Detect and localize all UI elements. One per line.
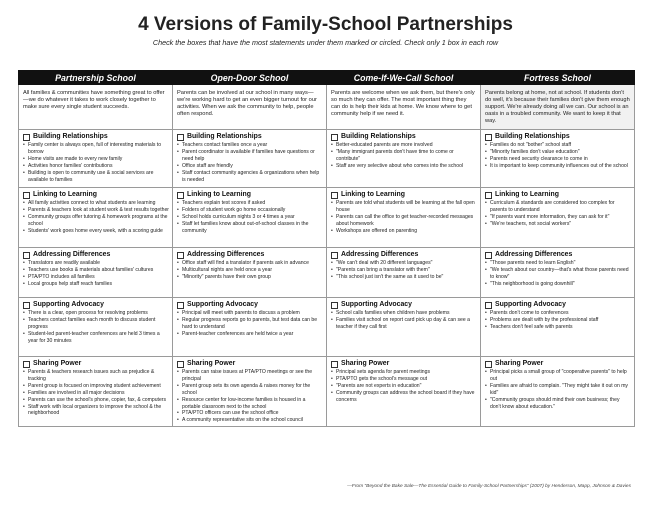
section-cell (327, 357, 481, 427)
statement-item: • PTA/PTO includes all families (23, 274, 169, 281)
statement-item: • Teachers use books & materials about families' cultures (23, 267, 169, 274)
section-header (485, 191, 631, 199)
section-title: Addressing Differences (187, 251, 265, 258)
section-header (23, 360, 169, 368)
section-cell (481, 188, 635, 248)
section-checkbox[interactable] (485, 134, 492, 141)
section-checkbox[interactable] (331, 192, 338, 199)
statement-item: • Families visit school on report card pick up day & can see a teacher if they call first (331, 317, 477, 331)
statement-item: • Families are afraid to complain. "They might take it out on my kid" (485, 383, 631, 397)
statement-item: • Principal sets agenda for parent meetings (331, 369, 477, 376)
section-row (19, 188, 635, 248)
statement-item: • Teachers contact families once a year (177, 142, 323, 149)
statement-item: • Home visits are made to every new family (23, 156, 169, 163)
statement-list (485, 369, 631, 410)
section-checkbox[interactable] (177, 192, 184, 199)
intro-row (19, 85, 635, 130)
statement-item: • "Minority families don't value education" (485, 149, 631, 156)
statement-item: • Community groups can address the school board if they have concerns (331, 390, 477, 404)
statement-item: • "Community groups should mind their own business; they don't know about education." (485, 397, 631, 411)
header-row (19, 71, 635, 85)
statement-item: • Parents & teachers research issues such as prejudice & tracking (23, 369, 169, 383)
statement-item: • Activities honor families' contributions (23, 163, 169, 170)
statement-list (331, 369, 477, 404)
statement-list (23, 200, 169, 235)
section-title: Linking to Learning (33, 191, 97, 198)
statement-item: • Parents & teachers look at student work & test results together (23, 207, 169, 214)
statement-list (331, 142, 477, 170)
statement-item: • Staff let families know about out-of-school classes in the community (177, 221, 323, 235)
statement-item: • Parents are told what students will be learning at the fall open house (331, 200, 477, 214)
statement-item: • "Minority" parents have their own group (177, 274, 323, 281)
statement-item: • Parents can use the school's phone, copier, fax, & computers (23, 397, 169, 404)
source-citation: —From "Beyond the Bake Sale—The Essential Guide to Family-School Partnerships" (2007) by Henderson, Mapp, Johnson & Davies (347, 484, 631, 489)
section-header (23, 191, 169, 199)
section-checkbox[interactable] (485, 302, 492, 309)
statement-item: • Principal picks a small group of "cooperative parents" to help out (485, 369, 631, 383)
statement-list (177, 142, 323, 183)
statement-list (177, 369, 323, 424)
section-row (19, 298, 635, 357)
statement-item: • "This neighborhood is going downhill" (485, 281, 631, 288)
statement-item: • "Those parents need to learn English" (485, 260, 631, 267)
statement-list (23, 369, 169, 417)
section-cell (173, 248, 327, 298)
section-title: Linking to Learning (187, 191, 251, 198)
section-title: Supporting Advocacy (495, 301, 566, 308)
intro-cell: Parents can be involved at our school in many ways—we're working hard to get an even bigger turnout for our activities. When we ask the community to help, people often respond. (173, 85, 327, 130)
statement-item: • There is a clear, open process for resolving problems (23, 310, 169, 317)
statement-item: • Parent-teacher conferences are held twice a year (177, 331, 323, 338)
section-header (331, 133, 477, 141)
section-cell (19, 188, 173, 248)
statement-item: • "Parents are not experts in education" (331, 383, 477, 390)
page-title: 4 Versions of Family-School Partnerships (138, 14, 513, 35)
section-title: Sharing Power (187, 360, 236, 367)
column-header-fortress: Fortress School (481, 71, 635, 85)
section-checkbox[interactable] (23, 361, 30, 368)
statement-item: • Staff contact community agencies & organizations when help is needed (177, 170, 323, 184)
intro-cell: All families & communities have something great to offer—we do whatever it takes to work closely together to make sure every single student succeeds. (19, 85, 173, 130)
section-cell (327, 248, 481, 298)
section-checkbox[interactable] (177, 361, 184, 368)
statement-list (485, 260, 631, 288)
section-cell (327, 130, 481, 188)
statement-item: • Student-led parent-teacher conferences are held 3 times a year for 30 minutes (23, 331, 169, 345)
statement-item: • Local groups help staff reach families (23, 281, 169, 288)
section-checkbox[interactable] (331, 302, 338, 309)
statement-item: • Folders of student work go home occasionally (177, 207, 323, 214)
section-cell (19, 298, 173, 357)
section-cell (19, 248, 173, 298)
statement-item: • Principal will meet with parents to discuss a problem (177, 310, 323, 317)
statement-item: • Parent group sets its own agenda & raises money for the school (177, 383, 323, 397)
section-title: Sharing Power (495, 360, 544, 367)
section-checkbox[interactable] (23, 302, 30, 309)
statement-list (485, 142, 631, 170)
statement-item: • Parent group is focused on improving student achievement (23, 383, 169, 390)
column-header-open-door: Open-Door School (173, 71, 327, 85)
statement-item: • Community groups offer tutoring & homework programs at the school (23, 214, 169, 228)
section-checkbox[interactable] (23, 134, 30, 141)
statement-item: • Regular progress reports go to parents, but test data can be hard to understand (177, 317, 323, 331)
column-header-partnership: Partnership School (19, 71, 173, 85)
statement-item: • Workshops are offered on parenting (331, 228, 477, 235)
section-header (177, 133, 323, 141)
section-header (177, 191, 323, 199)
statement-list (331, 310, 477, 331)
statement-item: • Parents can call the office to get teacher-recorded messages about homework (331, 214, 477, 228)
section-cell (327, 188, 481, 248)
section-checkbox[interactable] (485, 252, 492, 259)
section-title: Linking to Learning (495, 191, 559, 198)
statement-item: • Multicultural nights are held once a year (177, 267, 323, 274)
statement-list (23, 142, 169, 183)
section-header (485, 301, 631, 309)
partnership-table (18, 70, 635, 427)
section-title: Addressing Differences (495, 251, 573, 258)
statement-list (331, 200, 477, 235)
section-checkbox[interactable] (177, 302, 184, 309)
statement-item: • Building is open to community use & social services are available to families (23, 170, 169, 184)
section-checkbox[interactable] (331, 361, 338, 368)
statement-list (331, 260, 477, 281)
section-cell (19, 130, 173, 188)
section-header (177, 360, 323, 368)
statement-list (177, 310, 323, 338)
section-checkbox[interactable] (23, 252, 30, 259)
statement-item: • PTA/PTO officers can use the school office (177, 410, 323, 417)
statement-item: • Teachers contact families each month to discuss student progress (23, 317, 169, 331)
statement-item: • Office staff will find a translator if parents ask in advance (177, 260, 323, 267)
section-checkbox[interactable] (331, 252, 338, 259)
section-row (19, 130, 635, 188)
statement-list (23, 310, 169, 345)
statement-item: • Problems are dealt with by the professional staff (485, 317, 631, 324)
statement-list (177, 260, 323, 281)
section-cell (327, 298, 481, 357)
statement-item: • "We teach about our country—that's what those parents need to know" (485, 267, 631, 281)
statement-item: • Parents can raise issues at PTA/PTO meetings or see the principal (177, 369, 323, 383)
section-row (19, 357, 635, 427)
section-title: Building Relationships (341, 133, 416, 140)
section-header (23, 251, 169, 259)
statement-item: • Families are involved in all major decisions (23, 390, 169, 397)
statement-item: • Translators are readily available (23, 260, 169, 267)
section-header (23, 301, 169, 309)
section-row (19, 248, 635, 298)
section-header (23, 133, 169, 141)
statement-item: • Parent coordinator is available if families have questions or need help (177, 149, 323, 163)
section-header (485, 133, 631, 141)
statement-item: • "We're teachers, not social workers" (485, 221, 631, 228)
section-checkbox[interactable] (23, 192, 30, 199)
section-checkbox[interactable] (485, 192, 492, 199)
section-header (331, 301, 477, 309)
section-cell (173, 357, 327, 427)
statement-item: • Parents need security clearance to come in (485, 156, 631, 163)
statement-item: • Families do not "bother" school staff (485, 142, 631, 149)
section-header (331, 251, 477, 259)
section-title: Supporting Advocacy (341, 301, 412, 308)
section-title: Addressing Differences (341, 251, 419, 258)
section-cell (481, 298, 635, 357)
statement-item: • Better-educated parents are more involved (331, 142, 477, 149)
section-cell (481, 357, 635, 427)
statement-list (485, 310, 631, 331)
statement-item: • "This school just isn't the same as it used to be" (331, 274, 477, 281)
statement-item: • "If parents want more information, they can ask for it" (485, 214, 631, 221)
statement-item: • It is important to keep community influences out of the school (485, 163, 631, 170)
statement-item: • School calls families when children have problems (331, 310, 477, 317)
section-title: Building Relationships (187, 133, 262, 140)
section-header (331, 191, 477, 199)
statement-item: • "We can't deal with 20 different languages" (331, 260, 477, 267)
statement-item: • Staff are very selective about who comes into the school (331, 163, 477, 170)
statement-item: • Family center is always open, full of interesting materials to borrow (23, 142, 169, 156)
section-cell (173, 298, 327, 357)
document-page (4, 14, 647, 507)
statement-item: • "Many immigrant parents don't have time to come or contribute" (331, 149, 477, 163)
statement-item: • Office staff are friendly (177, 163, 323, 170)
statement-item: • PTA/PTO gets the school's message out (331, 376, 477, 383)
section-header (331, 360, 477, 368)
statement-item: • Staff work with local organizers to improve the school & the neighborhood (23, 404, 169, 418)
section-cell (19, 357, 173, 427)
section-header (485, 251, 631, 259)
section-cell (173, 188, 327, 248)
statement-list (485, 200, 631, 228)
intro-cell: Parents are welcome when we ask them, but there's only so much they can offer. The most important thing they can do is help their kids at home. We know where to get community help if we need it. (327, 85, 481, 130)
statement-item: • All family activities connect to what students are learning (23, 200, 169, 207)
section-title: Sharing Power (341, 360, 390, 367)
section-checkbox[interactable] (177, 134, 184, 141)
statement-item: • A community representative sits on the school council (177, 417, 323, 424)
section-title: Sharing Power (33, 360, 82, 367)
statement-list (23, 260, 169, 288)
statement-item: • Teachers don't feel safe with parents (485, 324, 631, 331)
page-subtitle: Check the boxes that have the most statements under them marked or circled. Check only 1 box in each row (152, 38, 499, 47)
section-checkbox[interactable] (177, 252, 184, 259)
section-cell (481, 130, 635, 188)
section-checkbox[interactable] (331, 134, 338, 141)
statement-item: • Teachers explain test scores if asked (177, 200, 323, 207)
column-header-come-if-we-call: Come-If-We-Call School (327, 71, 481, 85)
section-cell (481, 248, 635, 298)
statement-item: • Parents don't come to conferences (485, 310, 631, 317)
section-title: Addressing Differences (33, 251, 111, 258)
statement-list (177, 200, 323, 235)
section-checkbox[interactable] (485, 361, 492, 368)
section-title: Supporting Advocacy (187, 301, 258, 308)
intro-cell: Parents belong at home, not at school. If students don't do well, it's because their families don't give them enough support. We're already doing all we can. Our school is an oasis in a troubled community. We want to keep it that way. (481, 85, 635, 130)
statement-item: • Curriculum & standards are considered too complex for parents to understand (485, 200, 631, 214)
section-title: Building Relationships (495, 133, 570, 140)
section-header (177, 301, 323, 309)
statement-item: • Resource center for low-income families is housed in a portable classroom next to the school (177, 397, 323, 411)
statement-item: • School holds curriculum nights 3 or 4 times a year (177, 214, 323, 221)
statement-item: • "Parents can bring a translator with them" (331, 267, 477, 274)
statement-item: • Students' work goes home every week, with a scoring guide (23, 228, 169, 235)
section-cell (173, 130, 327, 188)
section-title: Linking to Learning (341, 191, 405, 198)
section-header (177, 251, 323, 259)
section-header (485, 360, 631, 368)
section-title: Supporting Advocacy (33, 301, 104, 308)
section-title: Building Relationships (33, 133, 108, 140)
